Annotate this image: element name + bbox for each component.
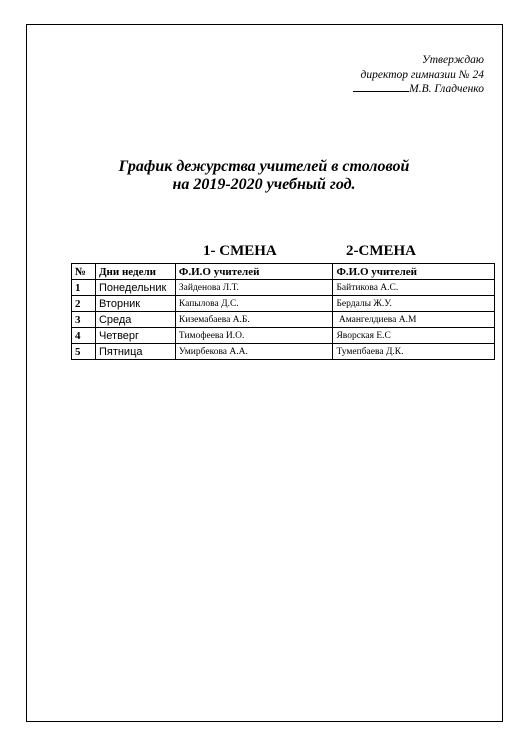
approval-name: М.В. Гладченко [409,83,484,95]
row-teacher-shift-2: Тумепбаева Д.К. [333,344,495,360]
approval-position: директор гимназии № 24 [360,68,484,81]
row-teacher-shift-2: Амангелдиева А.М [333,312,495,328]
table-row [72,296,495,312]
row-teacher-shift-1: Умирбекова А.А. [175,344,333,360]
approval-signature [353,82,484,97]
table-row [72,344,495,360]
row-number: 5 [72,344,96,360]
shift-2-label: 2-СМЕНА [346,243,416,259]
row-teacher-shift-1: Тимофеева И.О. [175,328,333,344]
title-line-2: на 2019-2020 учебный год. [172,176,356,193]
header-day: Дни недели [95,264,175,280]
row-number: 3 [72,312,96,328]
signature-line [353,82,409,92]
row-number: 2 [72,296,96,312]
table-row [72,328,495,344]
row-teacher-shift-2: Бердалы Ж.У. [333,296,495,312]
row-teacher-shift-1: Киземабаева А.Б. [175,312,333,328]
row-day: Четверг [95,328,175,344]
row-day: Пятница [95,344,175,360]
approval-title: Утверждаю [422,54,484,66]
duty-table [71,263,495,360]
row-teacher-shift-1: Зайденова Л.Т. [175,280,333,296]
row-day: Среда [95,312,175,328]
row-number: 1 [72,280,96,296]
shift-1-label: 1- СМЕНА [203,243,277,259]
title-line-1: График дежурства учителей в столовой [118,158,410,175]
approval-block [353,53,484,97]
row-day: Вторник [95,296,175,312]
document-title [40,158,488,194]
page-border [26,24,503,722]
table-row [72,312,495,328]
row-teacher-shift-1: Капылова Д.С. [175,296,333,312]
header-number: № [72,264,96,280]
table-header-row [72,264,495,280]
row-day: Понедельник [95,280,175,296]
header-teacher-shift-1: Ф.И.О учителей [175,264,333,280]
row-number: 4 [72,328,96,344]
table-row [72,280,495,296]
row-teacher-shift-2: Яворская Е.С [333,328,495,344]
header-teacher-shift-2: Ф.И.О учителей [333,264,495,280]
row-teacher-shift-2: Байтикова А.С. [333,280,495,296]
